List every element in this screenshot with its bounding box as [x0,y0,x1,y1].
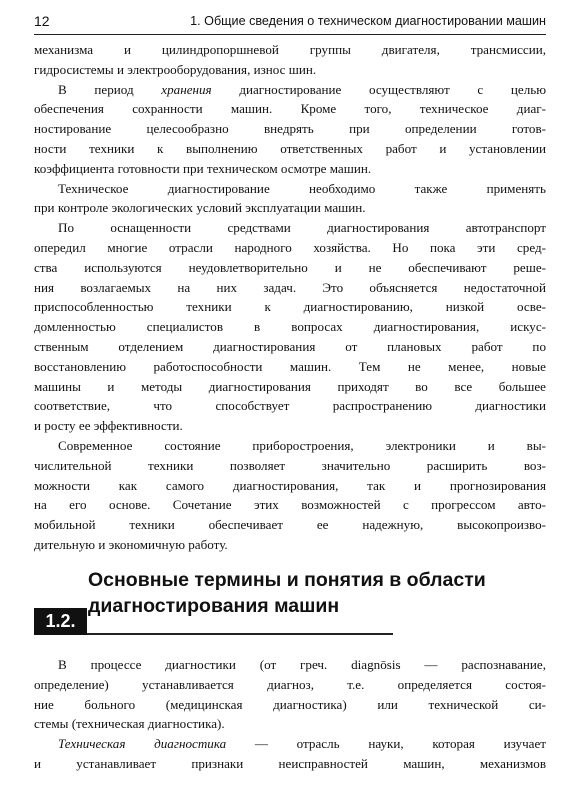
text-line: машины и методы диагностирования приходят во все большее [34,378,546,394]
text-line: при контроле экологических условий эксплуатации машин. [34,200,366,216]
text-line: ства используются неудовлетворительно и не обеспечивают реше- [34,259,546,275]
body-text-lower [34,655,546,774]
text-line: В период хранения диагностирование осуществляют с целью [58,81,546,97]
text-line: ностирование целесообразно внедрять при определении готов- [34,121,546,137]
section-heading [34,567,546,637]
text-line: стемы (техническая диагностика). [34,716,225,732]
text-line: механизма и цилиндропоршневой группы двигателя, трансмиссии, [34,42,546,57]
section-title-line: диагностирования машин [88,595,340,617]
text-line: числительной техники позволяет значительно расширить воз- [34,457,546,473]
section-title-line: Основные термины и понятия в области [88,569,486,591]
text-line: соответствие, что способствует распространению диагностики [34,398,546,414]
body-text-upper [34,40,546,555]
text-line: приспособленностью техники к диагностированию, низкой осве- [34,299,546,315]
text-line: ние больного (медицинская диагностика) или технической си- [34,696,546,712]
text-line: По оснащенности средствами диагностирования автотранспорт [58,220,546,236]
text-line: дительную и экономичную работу. [34,536,228,552]
text-line: ности техники к выполнению ответственных работ и установлении [34,140,546,156]
emphasis-term: Техническая диагностика [58,736,227,752]
text-line: Техническое диагностирование необходимо также применять [58,180,546,196]
text-line: на его основе. Сочетание этих возможностей с прогрессом авто- [34,497,546,513]
text-line: ственным отделением диагностирования от плановых работ по [34,338,546,354]
text-line: гидросистемы и электрооборудования, износ шин. [34,61,317,77]
text-line: и росту ее эффективности. [34,418,183,434]
text-line: мобильной техники обеспечивает ее надежную, высокопроизво- [34,517,546,533]
text-line: определение) устанавливается диагноз, т.е. определяется состоя- [34,676,546,692]
text-line: восстановлению работоспособности машин. Тем не менее, новые [34,358,546,374]
heading-underline [87,633,393,635]
page-number: 12 [34,13,50,29]
text-line: и устанавливает признаки неисправностей машин, механизмов [34,755,546,771]
text-line: коэффициента готовности при техническом осмотре машин. [34,160,372,176]
text-line: можности как самого диагностирования, так и прогнозирования [34,477,546,493]
text-line: домленностью специалистов в вопросах диагностирования, искус- [34,319,546,335]
text-line: В процессе диагностики (от греч. diagnōsis — распознавание, [58,657,546,672]
text-line: Техническая диагностика — отрасль науки, которая изучает [58,736,546,752]
text-line: обеспечения сохранности машин. Кроме того, техническое диаг- [34,101,546,117]
section-title [88,567,486,619]
running-head: 1. Общие сведения о техническом диагностировании машин [190,14,546,28]
text-line: ния возлагаемых на них задач. Это объясняется недостаточной [34,279,546,295]
page-header [34,12,546,35]
text-line: опередил многие отрасли народного хозяйства. Но пока эти сред- [34,239,546,255]
emphasis-term: хранения [161,81,212,97]
section-number-badge: 1.2. [34,608,87,635]
text-line: Современное состояние приборостроения, электроники и вы- [58,437,546,453]
